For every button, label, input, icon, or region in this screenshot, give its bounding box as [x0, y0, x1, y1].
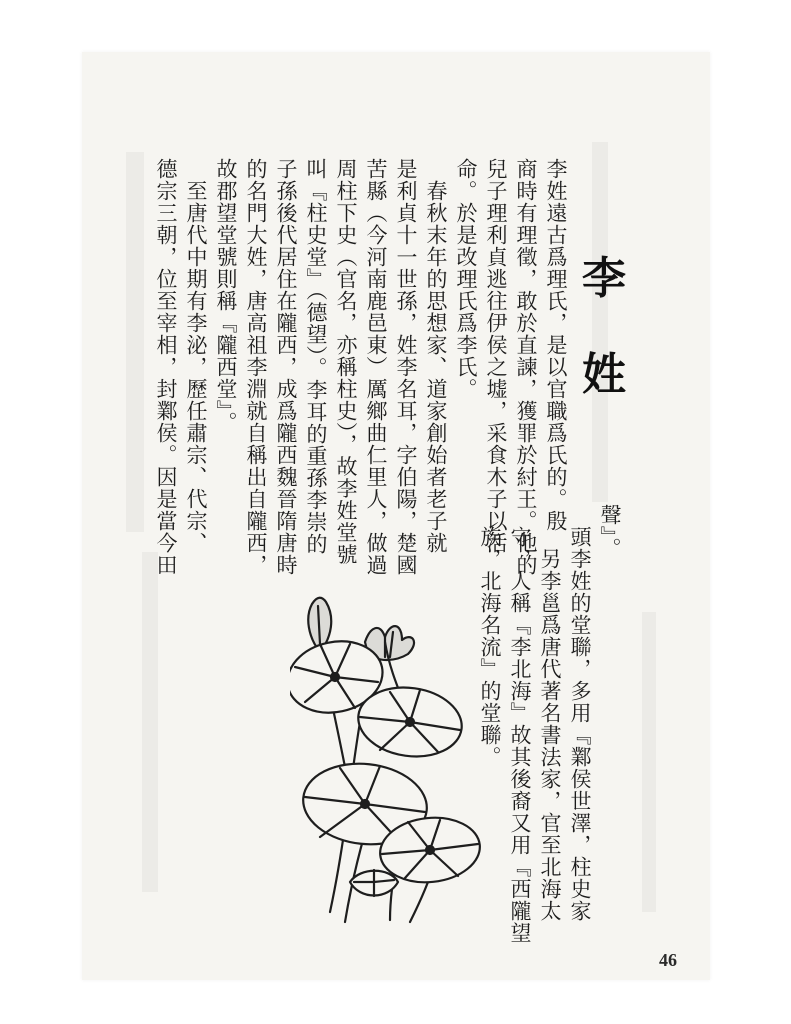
- lotus-illustration: [290, 582, 500, 927]
- text-column: 是利貞十一世孫，姓李名耳，字伯陽，楚國: [394, 158, 418, 576]
- text-column: 的名門大姓，唐高祖李淵就自稱出自隴西，: [244, 158, 268, 576]
- text-column: 春秋末年的思想家、道家創始者老子就: [424, 158, 448, 554]
- text-column: 兒子理利貞逃往伊侯之墟，采食木子以活: [484, 158, 508, 554]
- bleed-through-mark: [642, 612, 656, 912]
- text-column: 子孫後代居住在隴西，成爲隴西魏晉隋唐時: [274, 158, 298, 576]
- bleed-through-mark: [142, 552, 158, 892]
- title-surname-suffix-char: 姓: [582, 349, 626, 400]
- text-column: 命。於是改理氏爲李氏。: [454, 158, 478, 400]
- text-column: 守，人稱『李北海』故其後裔又用『西隴望: [508, 526, 532, 944]
- text-column: 周柱下史（官名，亦稱柱史），故李姓堂號: [334, 158, 358, 566]
- text-column: 聲』。: [598, 504, 622, 560]
- text-column: 故郡望堂號則稱『隴西堂』。: [214, 158, 238, 434]
- text-column: 李姓遠古爲理氏，是以官職爲氏的。殷: [544, 158, 568, 532]
- text-column: 商時有理徵，敢於直諫，獲罪於紂王。他的: [514, 158, 538, 576]
- page-number: 46: [659, 950, 677, 970]
- text-column: 叫『柱史堂』（德望）。李耳的重孫李崇的: [304, 158, 328, 555]
- bleed-through-mark: [126, 152, 144, 532]
- bleed-through-mark: [592, 142, 608, 502]
- book-page: [82, 52, 710, 980]
- text-column: 族，北海名流』的堂聯。: [478, 526, 502, 768]
- title-surname-char: 李: [582, 253, 626, 304]
- text-column: 苦縣（今河南鹿邑東）厲鄉曲仁里人，做過: [364, 158, 388, 576]
- text-column: 德宗三朝，位至宰相，封鄴侯。因是當今田: [154, 158, 178, 576]
- text-column: 至唐代中期有李泌，歷任肅宗、代宗、: [184, 158, 208, 554]
- text-column: 頭李姓的堂聯，多用『鄴侯世澤，柱史家: [568, 526, 592, 922]
- text-column: 另李邕爲唐代著名書法家，官至北海太: [538, 526, 562, 922]
